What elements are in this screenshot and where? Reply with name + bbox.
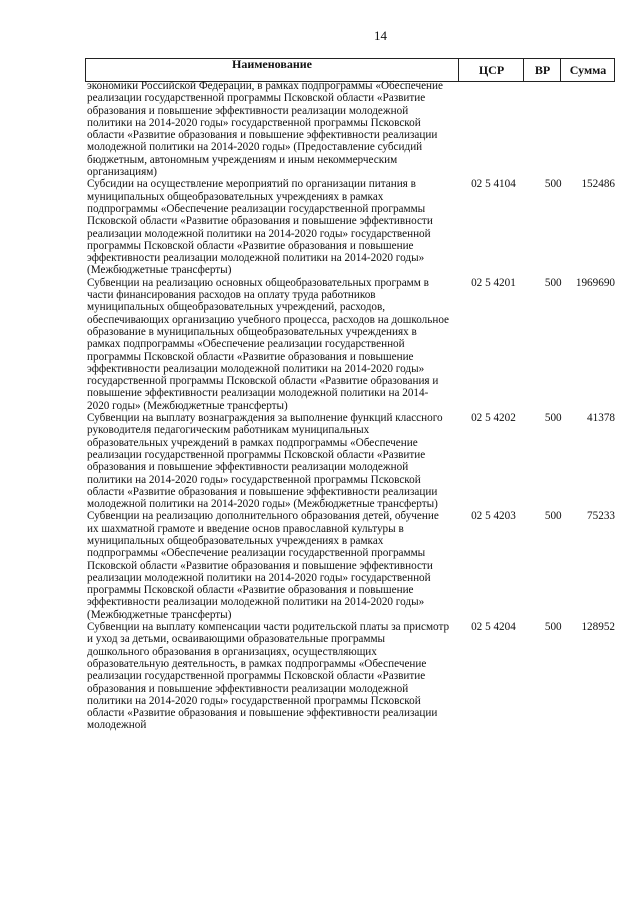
row-name: Субвенции на реализацию основных общеобразовательных программ в части финансирования расходов на оплату труда работников муниципальных общеобразовательных учреждений, расходов, обеспечивающих организацию учебного процесса, расходов на дошкольное образование в муниципальных общеобразовательных учреждениях в рамках подпрограммы «Обеспечение реализации государственной программы Псковской области «Развитие образования и повышение эффективности реализации молодежной политики на 2014-2020 годы» государственной программы Псковской области «Развитие образования и повышение эффективности реализации молодежной политики на 2014-2020 годы» (Межбюджетные трансферты) — [87, 276, 450, 412]
header-sum: Сумма — [560, 59, 615, 81]
row-name: экономики Российской Федерации, в рамках подпрограммы «Обеспечение реализации государственной программы Псковской области «Развитие образования и повышение эффективности реализации молодежной политики на 2014-2020 годы» государственной программы Псковской области «Развитие образования и повышение эффективности реализации молодежной политики на 2014-2020 годы» (Предоставление субсидий бюджетным, автономным учреждениям и иным некоммерческим организациям) — [87, 80, 443, 179]
row-vr: 500 — [544, 621, 562, 634]
row-name: Субсидии на осуществление мероприятий по организации питания в муниципальных общеобразовательных учреждениях в рамках подпрограммы «Обеспечение реализации государственной программы Псковской области «Развитие образования и повышение эффективности реализации молодежной политики на 2014-2020 годы» государственной программы Псковской области «Развитие образования и повышение эффективности реализации молодежной политики на 2014-2020 годы» (Межбюджетные трансферты) — [87, 178, 433, 277]
row-vr: 500 — [544, 178, 562, 191]
row-sum: 75233 — [587, 510, 615, 523]
header-vr: ВР — [523, 59, 561, 81]
row-vr: 500 — [544, 412, 562, 425]
row-csr: 02 5 4104 — [471, 178, 516, 191]
row-sum: 41378 — [587, 412, 615, 425]
row-sum: 1969690 — [575, 276, 615, 289]
row-csr: 02 5 4204 — [471, 621, 516, 634]
row-sum: 152486 — [581, 178, 615, 191]
header-csr: ЦСР — [458, 59, 524, 81]
table-row — [85, 178, 615, 276]
table-body — [85, 80, 615, 732]
row-vr: 500 — [544, 276, 562, 289]
row-name: Субвенции на выплату вознаграждения за выполнение функций классного руководителя педагогическим работникам муниципальных образовательных учреждений в рамках подпрограммы «Обеспечение реализации государственной программы Псковской области «Развитие образования и повышение эффективности реализации молодежной политики на 2014-2020 годы» государственной программы Псковской области «Развитие образования и повышение эффективности реализации молодежной политики на 2014-2020 годы» (Межбюджетные трансферты) — [87, 412, 443, 511]
row-csr: 02 5 4203 — [471, 510, 516, 523]
row-sum: 128952 — [581, 621, 615, 634]
table-row — [85, 510, 615, 621]
header-name: Наименование — [232, 56, 312, 71]
row-csr: 02 5 4202 — [471, 412, 516, 425]
row-name: Субвенции на выплату компенсации части родительской платы за присмотр и уход за детьми, осваивающими образовательные программы дошкольного образования в организациях, осуществляющих образовательную деятельность, в рамках подпрограммы «Обеспечение реализации государственной программы Псковской области «Развитие образования и повышение эффективности реализации молодежной политики на 2014-2020 годы» государственной программы Псковской области «Развитие образования и повышение эффективности реализации молодежной — [87, 621, 450, 732]
row-vr: 500 — [544, 510, 562, 523]
row-csr: 02 5 4201 — [471, 276, 516, 289]
page-number: 14 — [374, 28, 387, 43]
table-row — [85, 277, 615, 412]
table-header — [85, 58, 615, 82]
row-name: Субвенции на реализацию дополнительного образования детей, обучение их шахматной грамоте и введение основ православной культуры в муниципальных общеобразовательных учреждениях в рамках подпрограммы «Обеспечение реализации государственной программы Псковской области «Развитие образования и повышение эффективности реализации молодежной политики на 2014-2020 годы» государственной программы Псковской области «Развитие образования и повышение эффективности реализации молодежной политики на 2014-2020 годы» (Межбюджетные трансферты) — [87, 510, 439, 621]
table-row — [85, 621, 615, 732]
budget-table — [85, 58, 615, 888]
table-row — [85, 80, 615, 178]
table-row — [85, 412, 615, 510]
